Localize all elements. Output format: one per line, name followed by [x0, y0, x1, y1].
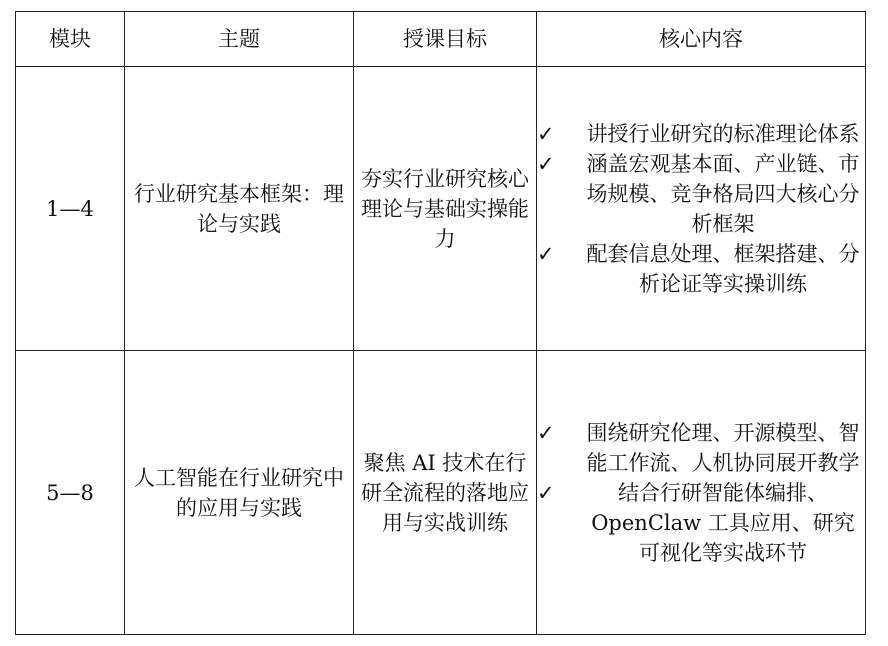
- header-topic: 主题: [125, 12, 354, 67]
- goal-cell: 聚焦 AI 技术在行研全流程的落地应用与实战训练: [354, 351, 537, 635]
- header-content: 核心内容: [537, 12, 866, 67]
- list-item: [537, 119, 865, 149]
- list-item-text: 涵盖宏观基本面、产业链、市场规模、竞争格局四大核心分析框架: [586, 151, 860, 236]
- list-item-text: 结合行研智能体编排、OpenClaw 工具应用、研究可视化等实战环节: [591, 480, 855, 565]
- list-item-text: 讲授行业研究的标准理论体系: [586, 121, 860, 146]
- check-icon: ✓: [537, 241, 555, 266]
- content-list: [537, 119, 865, 299]
- module-cell: 1—4: [16, 67, 125, 351]
- topic-cell: 人工智能在行业研究中的应用与实践: [125, 351, 354, 635]
- check-icon: ✓: [537, 151, 555, 176]
- list-item-text: 配套信息处理、框架搭建、分析论证等实操训练: [586, 241, 860, 296]
- course-modules-table: [15, 11, 866, 635]
- list-item: [537, 149, 865, 239]
- content-cell: [537, 67, 866, 351]
- module-cell: 5—8: [16, 351, 125, 635]
- check-icon: ✓: [537, 480, 555, 505]
- header-goal: 授课目标: [354, 12, 537, 67]
- list-item-text: 围绕研究伦理、开源模型、智能工作流、人机协同展开教学: [586, 420, 860, 475]
- check-icon: ✓: [537, 121, 555, 146]
- table-row: [16, 351, 866, 635]
- goal-cell: 夯实行业研究核心理论与基础实操能力: [354, 67, 537, 351]
- list-item: [537, 418, 865, 478]
- topic-cell: 行业研究基本框架：理论与实践: [125, 67, 354, 351]
- list-item: [537, 239, 865, 299]
- content-list: [537, 418, 865, 568]
- table-header-row: [16, 12, 866, 67]
- header-module: 模块: [16, 12, 125, 67]
- check-icon: ✓: [537, 420, 555, 445]
- content-cell: [537, 351, 866, 635]
- table-row: [16, 67, 866, 351]
- list-item: [537, 478, 865, 568]
